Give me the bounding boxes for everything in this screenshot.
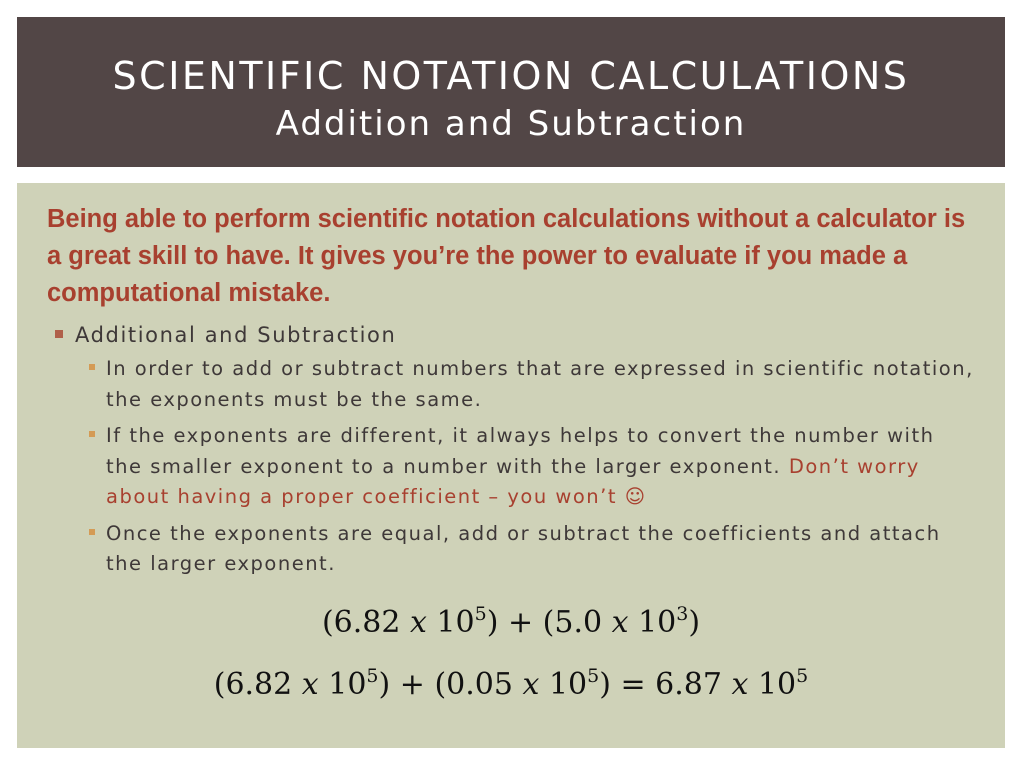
eq2-term-a-exponent: 5 (366, 665, 379, 687)
eq2-term-a-base: 10 (318, 667, 367, 702)
eq2-result-exponent: 5 (796, 665, 809, 687)
eq2-term-a-coef: (6.82 (213, 667, 302, 702)
slide-title: SCIENTIFIC NOTATION CALCULATIONS (112, 54, 910, 98)
eq2-term-a-close: ) (378, 667, 391, 702)
eq1-term-a-base: 10 (426, 605, 475, 640)
intro-text: Being able to perform scientific notation calculations without a calculator is a great skill to have. It gives you’re the power to evaluate if you made a computational mistake. (47, 205, 966, 307)
slide-content (17, 183, 1005, 748)
eq2-result-base: 10 (748, 667, 797, 702)
equation-2 (17, 665, 1005, 702)
sub-bullet-different-exponents (47, 421, 975, 513)
eq1-term-a-times: x (409, 605, 427, 640)
eq1-term-b-exponent: 3 (676, 603, 689, 625)
eq2-result-coef: 6.87 (655, 667, 732, 702)
eq1-term-a-close: ) (486, 605, 499, 640)
eq2-term-b-exponent: 5 (587, 665, 600, 687)
eq2-equals: = (610, 667, 656, 702)
sub-bullet-equal-exponents: Once the exponents are equal, add or subtract the coefficients and attach the larger exponent. (47, 519, 975, 580)
eq1-term-b-base: 10 (628, 605, 677, 640)
eq2-term-a-times: x (301, 667, 319, 702)
eq1-term-b-coef: (5.0 (542, 605, 612, 640)
eq1-term-b-times: x (611, 605, 629, 640)
eq1-plus: + (498, 605, 543, 640)
equation-1 (17, 603, 1005, 640)
eq2-plus: + (390, 667, 435, 702)
slide-subtitle: Addition and Subtraction (275, 104, 747, 144)
sub-bullet-same-exponents: In order to add or subtract numbers that are expressed in scientific notation, the exponents must be the same. (47, 354, 975, 415)
sub-bullet-coefficient-note: Don’t worry about having a proper coefficient – you won’t ☺ (106, 454, 920, 508)
eq2-result-times: x (731, 667, 749, 702)
eq1-term-a-coef: (6.82 (321, 605, 410, 640)
eq1-term-a-exponent: 5 (474, 603, 487, 625)
eq2-term-b-close: ) (599, 667, 611, 702)
bullet-addition-subtraction: Additional and Subtraction (47, 320, 975, 350)
eq2-term-b-times: x (522, 667, 540, 702)
sub-bullet-different-exponents-text: If the exponents are different, it always helps to convert the number with the smaller exponent to a number with the larger exponent. (106, 424, 935, 478)
slide-title-bar (17, 17, 1005, 167)
eq2-term-b-base: 10 (539, 667, 588, 702)
eq2-term-b-coef: (0.05 (434, 667, 523, 702)
eq1-term-b-close: ) (688, 605, 701, 640)
